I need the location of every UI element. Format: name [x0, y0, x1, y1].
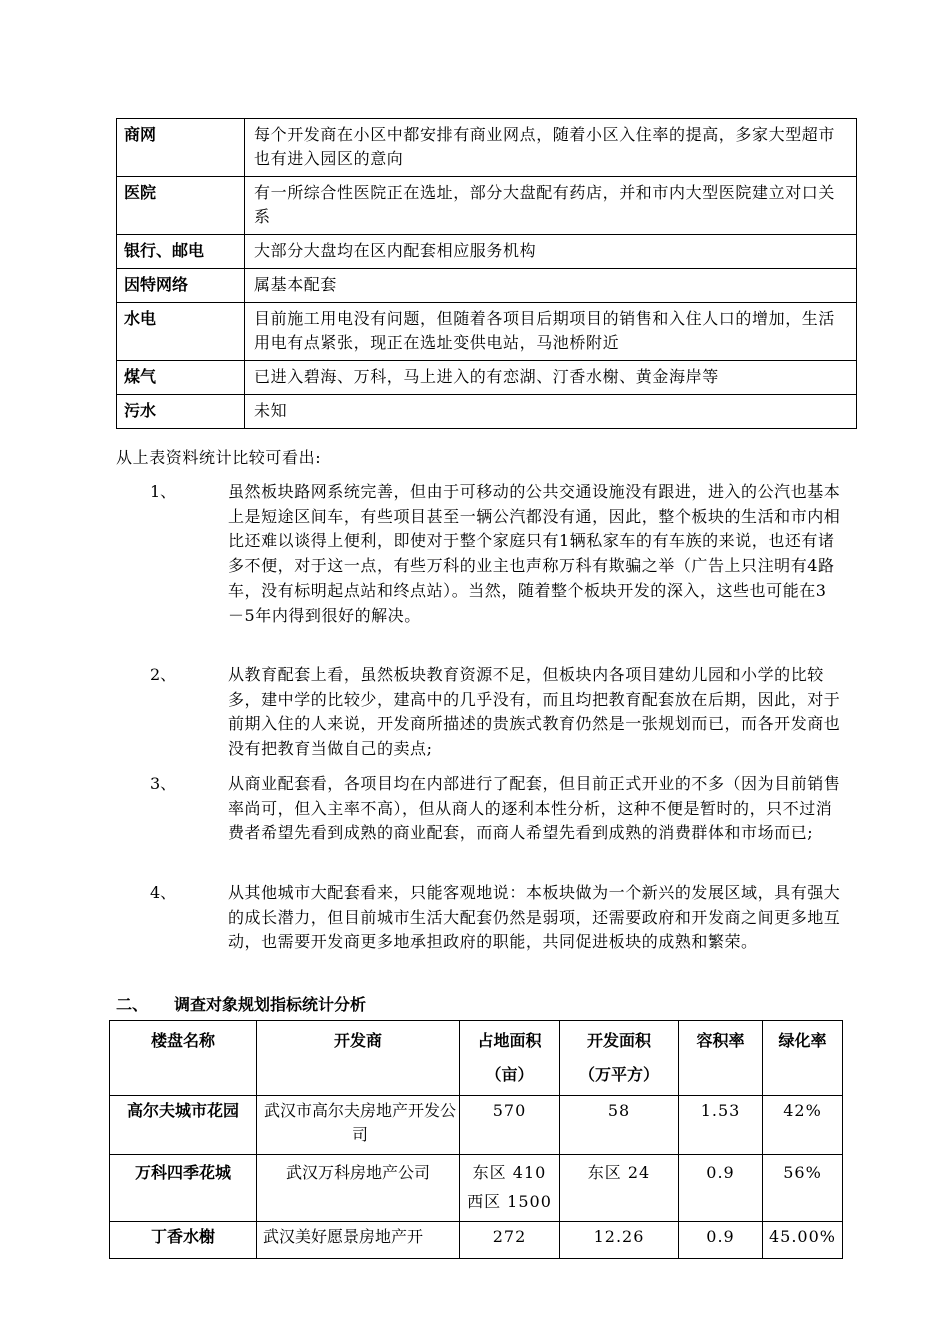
- row-key: 医院: [117, 177, 245, 235]
- land-east: 东区 410: [472, 1163, 547, 1182]
- section-title: 调查对象规划指标统计分析: [174, 995, 367, 1014]
- header-land-area: [460, 1021, 560, 1096]
- cell-developer: 武汉万科房地产公司: [257, 1155, 460, 1222]
- item-number: 2、: [150, 665, 177, 684]
- table-row: [117, 395, 857, 429]
- section-heading: [116, 992, 366, 1015]
- item-number: 4、: [150, 883, 177, 902]
- table-row: [117, 269, 857, 303]
- cell-green: 56%: [763, 1155, 843, 1222]
- table-row: [110, 1155, 843, 1222]
- header-dev-line2: （万平方）: [578, 1065, 659, 1084]
- row-key: 因特网络: [117, 269, 245, 303]
- header-land-line1: 占地面积: [477, 1031, 542, 1050]
- header-dev-line1: 开发面积: [586, 1031, 651, 1050]
- cell-dev-area: 12.26: [560, 1222, 679, 1259]
- facilities-table: [116, 118, 857, 429]
- stats-table: [109, 1020, 843, 1259]
- cell-dev-area: 58: [560, 1096, 679, 1155]
- table-header-row: [110, 1021, 843, 1096]
- row-key: 煤气: [117, 361, 245, 395]
- header-land-line2: （亩）: [485, 1065, 534, 1084]
- land-west: 西区 1500: [467, 1192, 552, 1211]
- cell-land-area: [460, 1155, 560, 1222]
- table-row: [117, 235, 857, 269]
- cell-land-area: 272: [460, 1222, 560, 1259]
- cell-name: 高尔夫城市花园: [110, 1096, 257, 1155]
- row-value: 目前施工用电没有问题，但随着各项目后期项目的销售和入住人口的增加，生活用电有点紧张，现正在选址变供电站，马池桥附近: [245, 303, 857, 361]
- cell-far: 0.9: [679, 1222, 763, 1259]
- cell-developer: 武汉市高尔夫房地产开发公司: [257, 1096, 460, 1155]
- header-name: 楼盘名称: [110, 1021, 257, 1096]
- header-dev-area: [560, 1021, 679, 1096]
- cell-far: 1.53: [679, 1096, 763, 1155]
- cell-name: 丁香水榭: [110, 1222, 257, 1259]
- row-key: 水电: [117, 303, 245, 361]
- intro-text: 从上表资料统计比较可看出:: [116, 448, 322, 467]
- table-row: [117, 361, 857, 395]
- cell-developer: 武汉美好愿景房地产开: [257, 1222, 460, 1259]
- item-number: 3、: [150, 774, 177, 793]
- row-value: 已进入碧海、万科，马上进入的有恋湖、汀香水榭、黄金海岸等: [245, 361, 857, 395]
- cell-name: 万科四季花城: [110, 1155, 257, 1222]
- header-far: 容积率: [679, 1021, 763, 1096]
- row-key: 污水: [117, 395, 245, 429]
- cell-land-area: 570: [460, 1096, 560, 1155]
- row-value: 未知: [245, 395, 857, 429]
- row-value: 有一所综合性医院正在选址，部分大盘配有药店，并和市内大型医院建立对口关系: [245, 177, 857, 235]
- cell-green: 42%: [763, 1096, 843, 1155]
- row-key: 银行、邮电: [117, 235, 245, 269]
- section-number: 二、: [116, 995, 149, 1014]
- table-row: [117, 177, 857, 235]
- table-row: [110, 1222, 843, 1259]
- item-number: 1、: [150, 482, 177, 501]
- item-text: 从商业配套看，各项目均在内部进行了配套，但目前正式开业的不多（因为目前销售率尚可，但入主率不高），但从商人的逐利本性分析，这种不便是暂时的，只不过消费者希望先看到成熟的商业配套，而商人希望先看到成熟的消费群体和市场而已;: [228, 774, 841, 843]
- item-text: 从教育配套上看，虽然板块教育资源不足，但板块内各项目建幼儿园和小学的比较多，建中学的比较少，建高中的几乎没有，而且均把教育配套放在后期，因此，对于前期入住的人来说，开发商所描述的贵族式教育仍然是一张规划而已，而各开发商也没有把教育当做自己的卖点;: [228, 665, 841, 759]
- cell-dev-area: 东区 24: [560, 1155, 679, 1222]
- item-text: 从其他城市大配套看来，只能客观地说：本板块做为一个新兴的发展区域，具有强大的成长潜力，但目前城市生活大配套仍然是弱项，还需要政府和开发商之间更多地互动，也需要开发商更多地承担政府的职能，共同促进板块的成熟和繁荣。: [228, 883, 841, 952]
- table-row: [117, 303, 857, 361]
- header-green: 绿化率: [763, 1021, 843, 1096]
- row-key: 商网: [117, 119, 245, 177]
- cell-green: 45.00%: [763, 1222, 843, 1259]
- row-value: 属基本配套: [245, 269, 857, 303]
- cell-far: 0.9: [679, 1155, 763, 1222]
- table-row: [117, 119, 857, 177]
- header-developer: 开发商: [257, 1021, 460, 1096]
- item-text: 虽然板块路网系统完善，但由于可移动的公共交通设施没有跟进，进入的公汽也基本上是短途区间车，有些项目甚至一辆公汽都没有通，因此，整个板块的生活和市内相比还难以谈得上便利，即使对于整个家庭只有1辆私家车的有车族的来说，也还有诸多不便，对于这一点，有些万科的业主也声称万科有欺骗之举（广告上只注明有4路车，没有标明起点站和终点站）。当然，随着整个板块开发的深入，这些也可能在3－5年内得到很好的解决。: [228, 482, 841, 625]
- row-value: 每个开发商在小区中都安排有商业网点，随着小区入住率的提高，多家大型超市也有进入园区的意向: [245, 119, 857, 177]
- table-row: [110, 1096, 843, 1155]
- row-value: 大部分大盘均在区内配套相应服务机构: [245, 235, 857, 269]
